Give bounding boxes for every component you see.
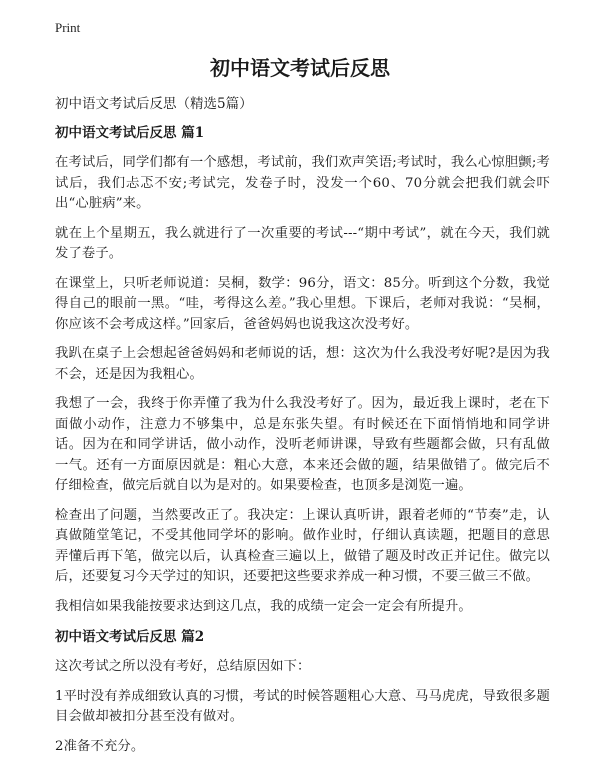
section-heading: 初中语文考试后反思 篇2 bbox=[55, 629, 205, 645]
paragraph: 我趴在桌子上会想起爸爸妈妈和老师说的话，想：这次为什么我没考好呢?是因为我不会，还是因为我粗心。 bbox=[55, 346, 550, 382]
paragraph: 在考试后，同学们都有一个感想，考试前，我们欢声笑语;考试时，我么心惊胆颤;考试后，我们忐忑不安;考试完，发卷子时，没发一个60、70分就会把我们就会吓出“心脏病”来。 bbox=[55, 155, 550, 211]
page-title: 初中语文考试后反思 bbox=[210, 56, 390, 80]
print-link[interactable]: Print bbox=[55, 20, 81, 35]
page-subtitle: 初中语文考试后反思（精选5篇） bbox=[55, 96, 253, 112]
paragraph: 就在上个星期五，我么就进行了一次重要的考试---“期中考试”，就在今天，我们就发了卷子。 bbox=[55, 225, 550, 261]
paragraph: 检查出了问题，当然要改正了。我决定：上课认真听讲，跟着老师的“节奏”走，认真做随堂笔记，不受其他同学坏的影响。做作业时，仔细认真读题，把题目的意思弄懂后再下笔，做完以后，认真检查三遍以上，做错了题及时改正并记住。做完以后，还要复习今天学过的知识，还要把这些要求养成一种习惯，不要三做三不做。 bbox=[55, 507, 550, 584]
paragraph: 1平时没有养成细致认真的习惯，考试的时候答题粗心大意、马马虎虎，导致很多题目会做却被扣分甚至没有做对。 bbox=[55, 688, 550, 724]
section-2 bbox=[55, 626, 550, 757]
paragraph: 在课堂上，只听老师说道：吴桐，数学：96分，语文：85分。听到这个分数，我觉得自己的眼前一黑。“哇，考得这么差。”我心里想。下课后，老师对我说：“吴桐，你应该不会考成这样。”回家后，爸爸妈妈也说我这次没考好。 bbox=[55, 275, 550, 332]
paragraph: 我想了一会，我终于你弄懂了我为什么我没考好了。因为，最近我上课时，老在下面做小动作，注意力不够集中，总是东张失望。有时候还在下面悄悄地和同学讲话。因为在和同学讲话，做小动作，没听老师讲课，导致有些题都会做，只有乱做一气。还有一方面原因就是：粗心大意，本来还会做的题，结果做错了。做完后不仔细检查，做完后就自以为是对的。如果要检查，也顶多是浏览一遍。 bbox=[55, 396, 550, 493]
article-body bbox=[55, 122, 550, 766]
section-heading: 初中语文考试后反思 篇1 bbox=[55, 125, 205, 141]
section-1 bbox=[55, 122, 550, 617]
paragraph: 这次考试之所以没有考好，总结原因如下： bbox=[55, 659, 311, 674]
paragraph: 2准备不充分。 bbox=[55, 738, 145, 754]
paragraph: 我相信如果我能按要求达到这几点，我的成绩一定会一定会有所提升。 bbox=[55, 598, 472, 614]
